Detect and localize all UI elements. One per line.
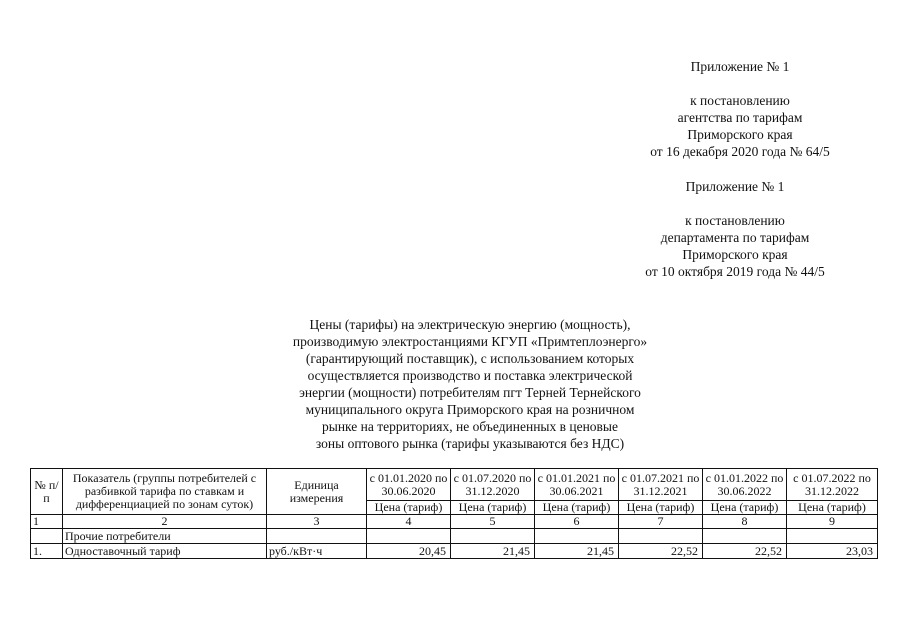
document-title (250, 316, 690, 452)
title-line: (гарантирующий поставщик), с использованием которых (305, 351, 635, 366)
appendix-line: от 16 декабря 2020 года № 64/5 (650, 144, 830, 159)
appendix-line: к постановлению (685, 213, 785, 228)
header-unit: Единица измерения (267, 469, 367, 515)
appendix-line: к постановлению (690, 93, 790, 108)
price-value: 22,52 (703, 544, 787, 559)
column-number: 2 (63, 515, 267, 529)
header-period: с 01.07.2022 по 31.12.2022 (787, 469, 878, 501)
column-number: 9 (787, 515, 878, 529)
price-value: 22,52 (619, 544, 703, 559)
column-number: 1 (31, 515, 63, 529)
empty-cell (31, 529, 63, 544)
column-number: 4 (367, 515, 451, 529)
row-unit: руб./кВт·ч (267, 544, 367, 559)
column-number: 7 (619, 515, 703, 529)
section-row (31, 529, 878, 544)
price-value: 21,45 (451, 544, 535, 559)
section-label: Прочие потребители (63, 529, 267, 544)
appendix-heading: Приложение № 1 (685, 179, 785, 194)
column-number: 8 (703, 515, 787, 529)
table-row (31, 544, 878, 559)
empty-cell (535, 529, 619, 544)
appendix-line: от 10 октября 2019 года № 44/5 (645, 264, 825, 279)
title-line: муниципального округа Приморского края на розничном (305, 402, 635, 417)
appendix-line: Приморского края (687, 127, 793, 142)
column-number-row (31, 515, 878, 529)
row-name: Одноставочный тариф (63, 544, 267, 559)
empty-cell (619, 529, 703, 544)
header-period: с 01.07.2020 по 31.12.2020 (451, 469, 535, 501)
price-value: 21,45 (535, 544, 619, 559)
title-line: рынке на территориях, не объединенных в ценовые (322, 419, 618, 434)
header-price: Цена (тариф) (451, 501, 535, 515)
appendix-block-1 (640, 58, 840, 160)
empty-cell (367, 529, 451, 544)
appendix-line: Приморского края (682, 247, 788, 262)
appendix-heading: Приложение № 1 (690, 59, 790, 74)
price-value: 23,03 (787, 544, 878, 559)
header-price: Цена (тариф) (619, 501, 703, 515)
empty-cell (451, 529, 535, 544)
header-period: с 01.01.2021 по 30.06.2021 (535, 469, 619, 501)
title-line: энергии (мощности) потребителям пгт Терней Тернейского (299, 385, 641, 400)
title-line: зоны оптового рынка (тарифы указываются без НДС) (315, 436, 625, 451)
title-line: осуществляется производство и поставка электрической (307, 368, 633, 383)
appendix-line: агентства по тарифам (677, 110, 803, 125)
header-period: с 01.01.2022 по 30.06.2022 (703, 469, 787, 501)
header-price: Цена (тариф) (367, 501, 451, 515)
empty-cell (267, 529, 367, 544)
header-price: Цена (тариф) (535, 501, 619, 515)
price-value: 20,45 (367, 544, 451, 559)
table-header-row (31, 469, 878, 501)
header-price: Цена (тариф) (703, 501, 787, 515)
column-number: 6 (535, 515, 619, 529)
empty-cell (787, 529, 878, 544)
title-line: производимую электростанциями КГУП «Примтеплоэнерго» (292, 334, 648, 349)
header-period: с 01.07.2021 по 31.12.2021 (619, 469, 703, 501)
header-no: № п/п (31, 469, 63, 515)
header-price: Цена (тариф) (787, 501, 878, 515)
empty-cell (703, 529, 787, 544)
header-indicator: Показатель (группы потребителей с разбивкой тарифа по ставкам и дифференциацией по зонам суток) (63, 469, 267, 515)
column-number: 5 (451, 515, 535, 529)
tariff-table (30, 468, 878, 559)
header-period: с 01.01.2020 по 30.06.2020 (367, 469, 451, 501)
title-line: Цены (тарифы) на электрическую энергию (мощность), (309, 317, 631, 332)
appendix-line: департамента по тарифам (660, 230, 810, 245)
appendix-block-2 (630, 178, 840, 280)
column-number: 3 (267, 515, 367, 529)
row-number: 1. (31, 544, 63, 559)
